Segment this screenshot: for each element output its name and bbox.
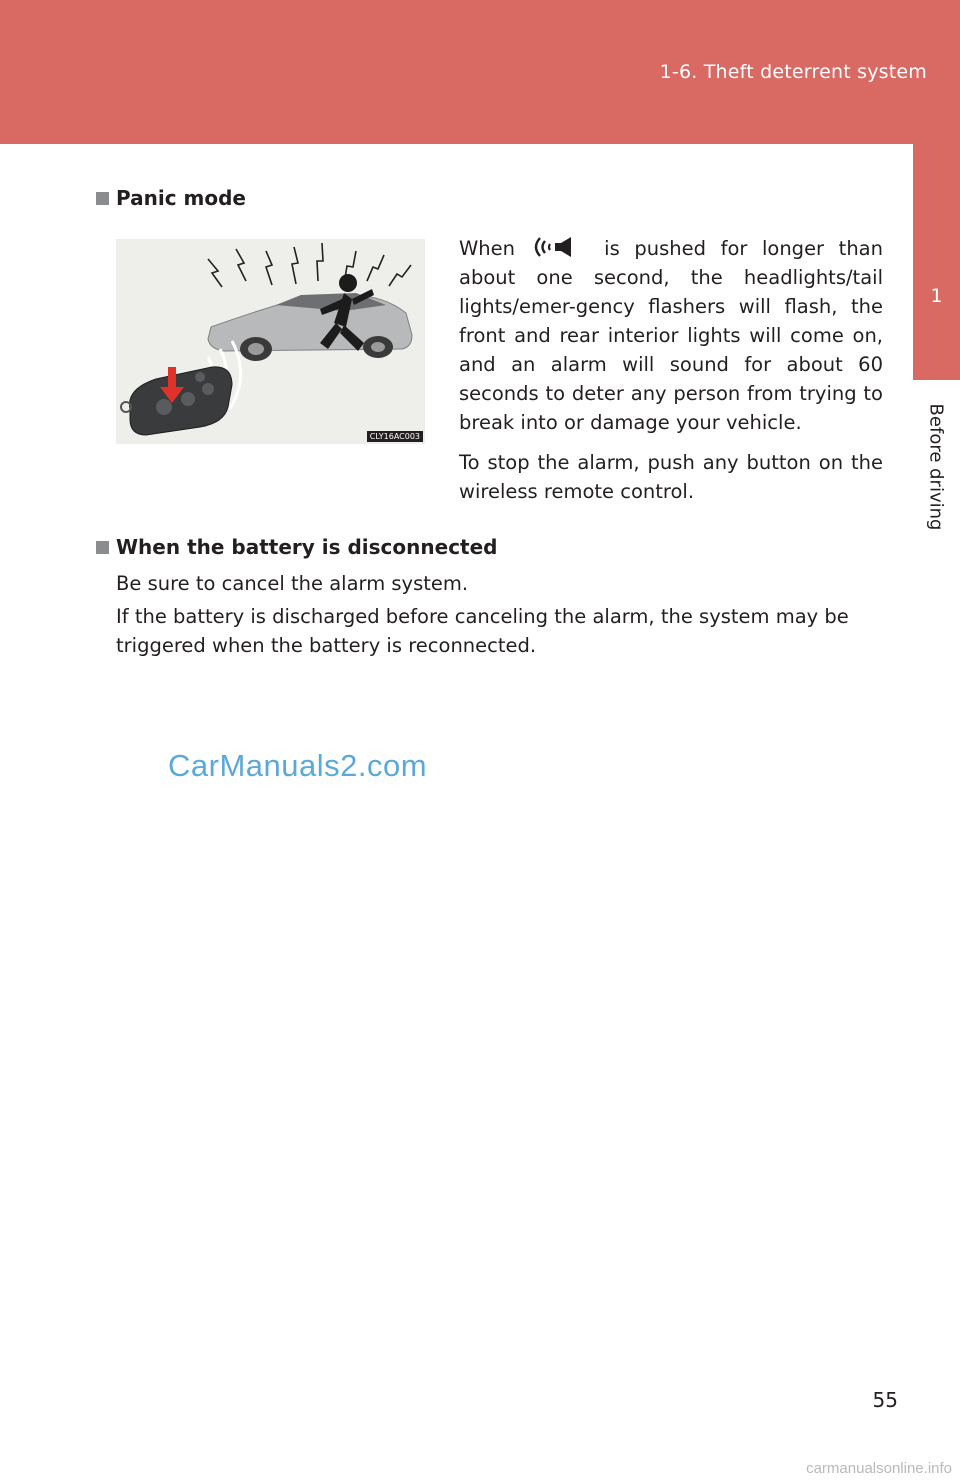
car-alarm-figure: [116, 239, 425, 444]
square-bullet-icon: [96, 541, 109, 554]
header-band: [0, 0, 960, 144]
chapter-tab: [913, 144, 960, 380]
stop-alarm-text: To stop the alarm, push any button on the wireless remote control.: [459, 451, 883, 503]
paragraph-text-end: is pushed for longer than about one second, the headlights/tail lights/emer-gency flashers will flash, the front and rear interior lights will come on, and an alarm will sound for about 60 seconds to deter any person from trying to break into or damage your vehicle.: [459, 237, 883, 434]
panic-mode-illustration: [116, 239, 425, 444]
figure-code: CLY16AC003: [367, 431, 423, 442]
panic-mode-description: [459, 234, 883, 437]
footer-watermark: carmanualsonline.info: [806, 1460, 952, 1477]
battery-text-line2: If the battery is discharged before canceling the alarm, the system may be triggered when the battery is reconnected.: [116, 605, 849, 657]
chapter-label: Before driving: [925, 403, 947, 531]
heading-battery-disconnected: [96, 535, 497, 559]
battery-text-line1: Be sure to cancel the alarm system.: [116, 572, 469, 595]
paragraph-text-start: When: [459, 237, 515, 260]
page-number: 55: [872, 1388, 898, 1412]
heading-panic-mode: [96, 186, 246, 210]
section-title: 1-6. Theft deterrent system: [659, 61, 927, 83]
key-fob-icon: [121, 367, 232, 435]
watermark-text: CarManuals2.com: [168, 748, 428, 783]
square-bullet-icon: [96, 192, 109, 205]
lightning-icon: [208, 243, 411, 287]
panic-button-icon: [530, 236, 590, 256]
heading-text: Panic mode: [116, 186, 246, 210]
chapter-number: 1: [930, 285, 943, 307]
heading-text: When the battery is disconnected: [116, 535, 498, 559]
